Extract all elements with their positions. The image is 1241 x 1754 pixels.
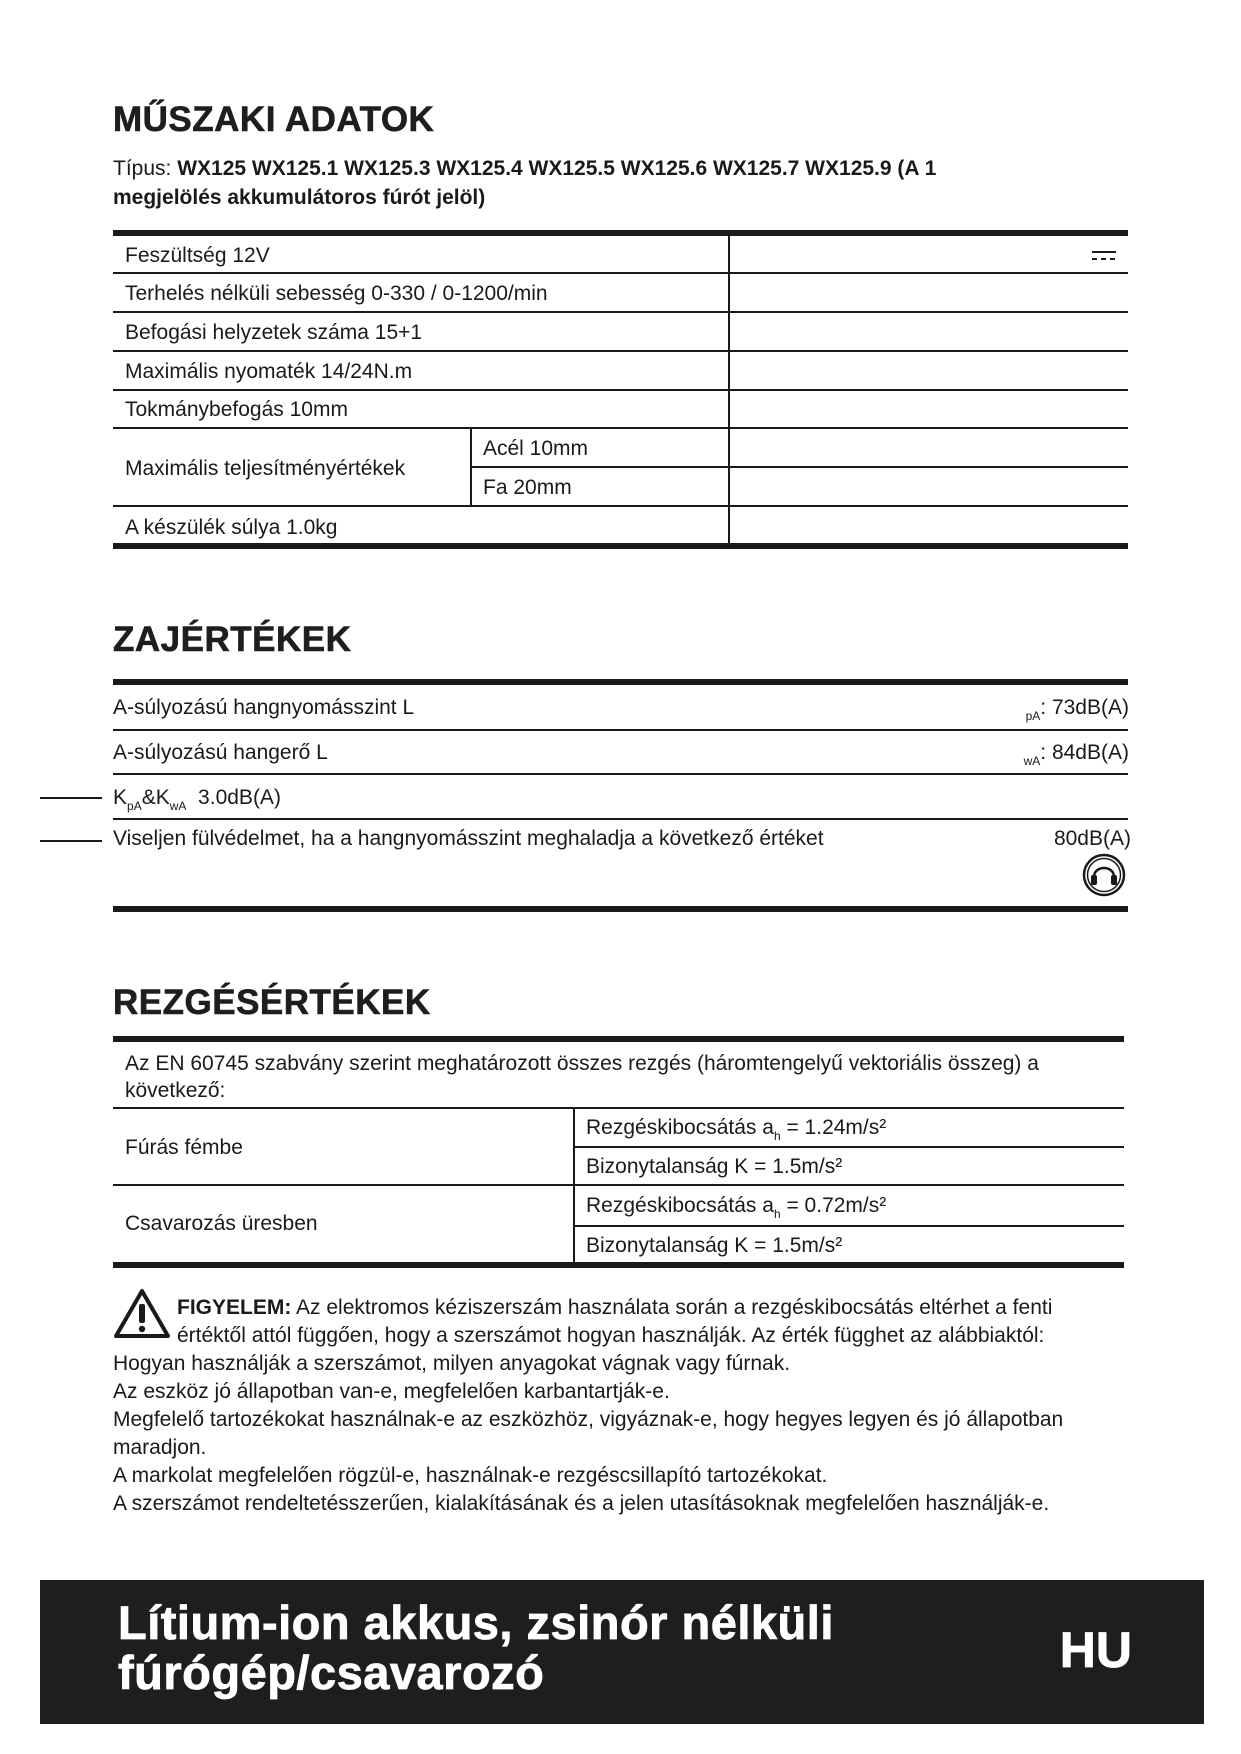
warning-line6: maradjon. bbox=[113, 1436, 207, 1459]
noise-hearing-text: Viseljen fülvédelmet, ha a hangnyomásszint meghaladja a következő értéket bbox=[113, 827, 824, 850]
noise-uncertainty bbox=[113, 785, 281, 819]
warning-line3: Hogyan használják a szerszámot, milyen anyagokat vágnak vagy fúrnak. bbox=[113, 1352, 791, 1375]
vibration-screwing-label: Csavarozás üresben bbox=[125, 1212, 318, 1235]
spec-title: MŰSZAKI ADATOK bbox=[113, 100, 435, 139]
type-models: WX125 WX125.1 WX125.3 WX125.4 WX125.5 WX125.6 WX125.7 WX125.9 (A 1 bbox=[177, 157, 937, 180]
noise-pressure-label: A-súlyozású hangnyomásszint L bbox=[113, 696, 415, 719]
vibration-screwing-emission bbox=[586, 1193, 886, 1227]
warning-line5: Megfelelő tartozékokat használnak-e az eszközhöz, vigyáznak-e, hogy hegyes legyen és jó állapotban bbox=[113, 1408, 1064, 1431]
spec-max-capacity-label: Maximális teljesítményértékek bbox=[125, 457, 406, 480]
vibration-intro-line1: Az EN 60745 szabvány szerint meghatározott összes rezgés (háromtengelyű vektoriális összeg) a bbox=[125, 1052, 1039, 1075]
noise-k-wa: &K bbox=[141, 786, 170, 809]
vibration-title: REZGÉSÉRTÉKEK bbox=[113, 983, 431, 1022]
noise-k-wa-sub: wA bbox=[169, 799, 187, 813]
warning-label: FIGYELEM: bbox=[177, 1296, 292, 1319]
noise-k-pa: K bbox=[113, 786, 128, 809]
vibration-drilling-emission-text: Rezgéskibocsátás a bbox=[586, 1116, 774, 1139]
spec-max-capacity-steel: Acél 10mm bbox=[483, 437, 589, 460]
vibration-screwing-emission-value: = 0.72m/s² bbox=[780, 1194, 887, 1217]
direct-current-icon bbox=[1092, 251, 1116, 261]
type-line bbox=[113, 155, 936, 182]
noise-pressure-sub: pA bbox=[1025, 709, 1041, 723]
noise-k-value: 3.0dB(A) bbox=[186, 786, 281, 809]
warning-line1 bbox=[177, 1294, 1052, 1321]
vibration-drilling-emission-value: = 1.24m/s² bbox=[780, 1116, 887, 1139]
vibration-drilling-emission bbox=[586, 1115, 886, 1149]
vibration-drilling-uncertainty: Bizonytalanság K = 1.5m/s² bbox=[586, 1155, 843, 1178]
warning-line4: Az eszköz jó állapotban van-e, megfelelően karbantartják-e. bbox=[113, 1380, 670, 1403]
footer-title bbox=[118, 1598, 834, 1698]
noise-pressure-value: : 73dB(A) bbox=[1040, 696, 1129, 719]
spec-no-load-speed: Terhelés nélküli sebesség 0-330 / 0-1200/min bbox=[125, 282, 548, 305]
spec-max-torque: Maximális nyomaték 14/24N.m bbox=[125, 360, 413, 383]
vibration-drilling-emission-sub: h bbox=[773, 1129, 781, 1143]
footer-title-line1: Lítium-ion akkus, zsinór nélküli bbox=[118, 1596, 834, 1649]
noise-power-sub: wA bbox=[1023, 754, 1041, 768]
warning-triangle-icon bbox=[113, 1288, 171, 1340]
vibration-drilling-label: Fúrás fémbe bbox=[125, 1136, 243, 1159]
spec-voltage: Feszültség 12V bbox=[125, 244, 270, 267]
ear-protection-icon bbox=[1082, 853, 1126, 897]
noise-k-pa-sub: pA bbox=[127, 799, 142, 813]
spec-clutch-positions: Befogási helyzetek száma 15+1 bbox=[125, 321, 423, 344]
warning-line8: A szerszámot rendeltetésszerűen, kialakításának és a jelen utasításoknak megfelelően használják-e. bbox=[113, 1492, 1050, 1515]
vibration-screwing-emission-sub: h bbox=[773, 1207, 781, 1221]
warning-line7: A markolat megfelelően rögzül-e, használnak-e rezgéscsillapító tartozékokat. bbox=[113, 1464, 828, 1487]
warning-line1-text: Az elektromos kéziszerszám használata során a rezgéskibocsátás eltérhet a fenti bbox=[291, 1296, 1053, 1319]
noise-hearing-value: 80dB(A) bbox=[1053, 827, 1131, 850]
noise-power-value-group bbox=[1024, 740, 1129, 774]
spec-max-capacity-wood: Fa 20mm bbox=[483, 476, 572, 499]
noise-power-label: A-súlyozású hangerő L bbox=[113, 741, 328, 764]
vibration-screwing-emission-text: Rezgéskibocsátás a bbox=[586, 1194, 774, 1217]
noise-pressure-value-group bbox=[1026, 695, 1129, 729]
vibration-screwing-uncertainty: Bizonytalanság K = 1.5m/s² bbox=[586, 1234, 843, 1257]
spec-chuck: Tokmánybefogás 10mm bbox=[125, 398, 348, 421]
noise-power-value: : 84dB(A) bbox=[1040, 741, 1129, 764]
warning-line2: értéktől attól függően, hogy a szerszámot hogyan használják. Az érték függhet az alábbiaktól: bbox=[177, 1324, 1045, 1347]
spec-weight: A készülék súlya 1.0kg bbox=[125, 516, 338, 539]
footer-title-line2: fúrógép/csavarozó bbox=[118, 1646, 545, 1699]
vibration-intro-line2: következő: bbox=[125, 1079, 226, 1102]
language-code: HU bbox=[1059, 1622, 1132, 1678]
type-label: Típus: bbox=[113, 157, 172, 180]
footer-banner bbox=[40, 1580, 1204, 1724]
noise-title: ZAJÉRTÉKEK bbox=[113, 620, 352, 659]
type-note: megjelölés akkumulátoros fúrót jelöl) bbox=[113, 186, 486, 209]
